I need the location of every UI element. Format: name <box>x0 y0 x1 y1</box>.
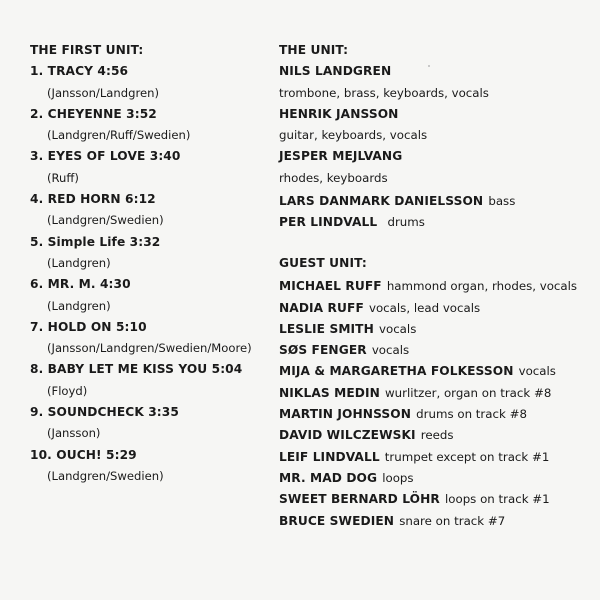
first-unit-heading: THE FIRST UNIT: <box>30 43 144 57</box>
guest-name: LEIF LINDVALL <box>279 449 380 464</box>
guest-name: BRUCE SWEDIEN <box>279 513 395 528</box>
member-role: bass <box>488 194 516 209</box>
guest-name: NIKLAS MEDIN <box>279 385 380 400</box>
guest-line <box>279 359 594 380</box>
guest-name: SØS FENGER <box>279 343 367 358</box>
track-credit: (Landgren) <box>47 255 111 270</box>
personnel-column <box>279 40 594 530</box>
member-name: LARS DANMARK DANIELSSON <box>279 194 484 209</box>
track-credit: (Floyd) <box>47 383 88 398</box>
track-title: 8. BABY LET ME KISS YOU 5:04 <box>30 362 243 377</box>
member-line <box>279 210 594 231</box>
guest-line <box>279 423 594 444</box>
track-title: 1. TRACY 4:56 <box>30 64 129 79</box>
member-name: NILS LANDGREN <box>279 64 392 79</box>
member-role: drums <box>387 215 425 230</box>
guest-role: vocals <box>379 321 417 336</box>
guest-line <box>279 487 594 508</box>
guest-role: hammond organ, rhodes, vocals <box>386 279 578 294</box>
guest-name: MR. MAD DOG <box>279 470 378 485</box>
the-unit-heading: THE UNIT: <box>279 43 349 57</box>
member-name: PER LINDVALL <box>279 215 378 230</box>
member-role: trombone, brass, keyboards, vocals <box>279 85 489 100</box>
guest-role: trumpet except on track #1 <box>384 449 550 464</box>
track-title: 7. HOLD ON 5:10 <box>30 319 147 334</box>
guest-role: vocals <box>518 364 556 379</box>
track-credit: (Landgren/Swedien) <box>47 468 164 483</box>
track-title: 10. OUCH! 5:29 <box>30 447 137 462</box>
guest-line <box>279 338 594 359</box>
track-title: 4. RED HORN 6:12 <box>30 192 156 207</box>
track-credit: (Jansson/Landgren) <box>47 85 159 100</box>
guest-role: loops on track #1 <box>444 492 550 507</box>
guest-name: MICHAEL RUFF <box>279 279 382 294</box>
track-credit: (Ruff) <box>47 170 79 185</box>
guest-name: MIJA & MARGARETHA FOLKESSON <box>279 364 514 379</box>
guest-line <box>279 274 594 295</box>
member-name: JESPER MEJLVANG <box>279 149 403 164</box>
guest-name: SWEET BERNARD LÖHR <box>279 492 440 507</box>
member-role: guitar, keyboards, vocals <box>279 128 428 143</box>
guest-line <box>279 381 594 402</box>
guest-name: NADIA RUFF <box>279 300 364 315</box>
guest-role: vocals <box>371 343 410 358</box>
guest-unit-heading: GUEST UNIT: <box>279 255 367 270</box>
guest-line <box>279 402 594 423</box>
guest-line <box>279 509 594 530</box>
track-title: 9. SOUNDCHECK 3:35 <box>30 405 179 420</box>
guest-line <box>279 317 594 338</box>
track-credit: (Landgren) <box>47 298 111 313</box>
guest-role: snare on track #7 <box>399 513 506 528</box>
guest-role: reeds <box>420 428 454 443</box>
track-title: 2. CHEYENNE 3:52 <box>30 106 157 121</box>
member-role: rhodes, keyboards <box>279 170 388 185</box>
track-credit: (Landgren/Ruff/Swedien) <box>47 128 191 143</box>
track-title: 5. Simple Life 3:32 <box>30 234 161 249</box>
guest-name: LESLIE SMITH <box>279 321 374 336</box>
track-credit: (Jansson/Landgren/Swedien/Moore) <box>47 341 252 356</box>
guest-role: loops <box>382 470 414 485</box>
guest-line <box>279 296 594 317</box>
guest-name: MARTIN JOHNSSON <box>279 407 412 422</box>
first-unit-column <box>30 40 265 487</box>
track-credit: (Jansson) <box>47 426 101 441</box>
guest-line <box>279 445 594 466</box>
guest-role: drums on track #8 <box>416 407 527 422</box>
member-name: HENRIK JANSSON <box>279 106 399 121</box>
track-title: 3. EYES OF LOVE 3:40 <box>30 149 181 164</box>
guest-role: wurlitzer, organ on track #8 <box>385 385 552 400</box>
track-title: 6. MR. M. 4:30 <box>30 277 131 292</box>
guest-role: vocals, lead vocals <box>368 300 481 315</box>
guest-line <box>279 466 594 487</box>
member-line <box>279 189 594 210</box>
guest-name: DAVID WILCZEWSKI <box>279 428 416 443</box>
track-credit: (Landgren/Swedien) <box>47 213 164 228</box>
